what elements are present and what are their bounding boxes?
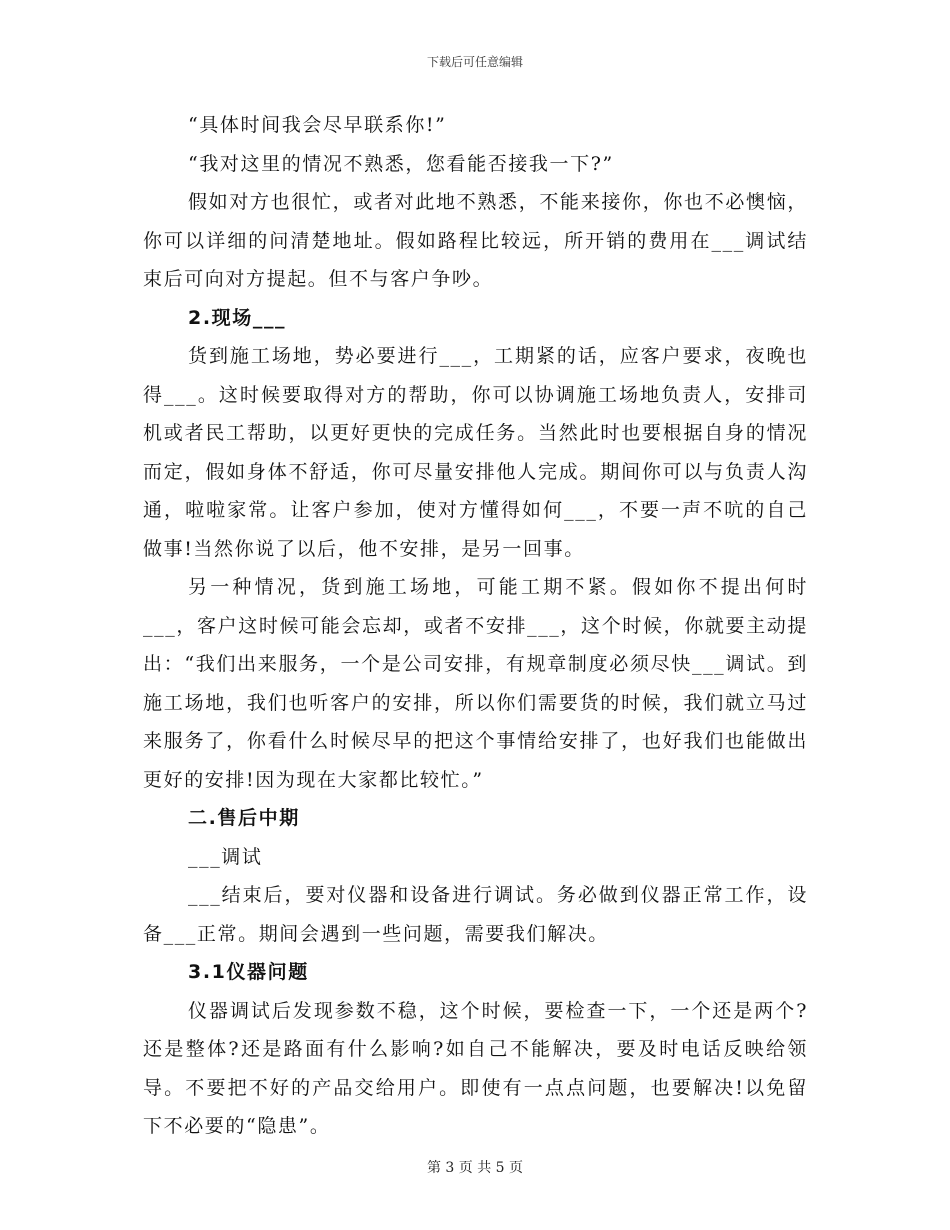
- paragraph: “我对这里的情况不熟悉，您看能否接我一下?”: [188, 152, 614, 175]
- paragraph: 货到施工场地，势必要进行___，工期紧的话，应客户要求，夜晚也得___。这时候要取得对方的帮助，你可以协调施工场地负责人，安排司机或者民工帮助，以更好更快的完成任务。当然此时也要根据自身的情况而定，假如身体不舒适，你可尽量安排他人完成。期间你可以与负责人沟通，啦啦家常。让客户参加，使对方懂得如何___，不要一声不吭的自己做事!当然你说了以后，他不安排，是另一回事。: [143, 345, 808, 560]
- page-header-note: 下载后可任意编辑: [426, 55, 523, 69]
- paragraph: ___调试: [188, 845, 263, 868]
- paragraph: 另一种情况，货到施工场地，可能工期不紧。假如你不提出何时___，客户这时候可能会忘却，或者不安排___，这个时候，你就要主动提出：“我们出来服务，一个是公司安排，有规章制度必须尽快___调试。到施工场地，我们也听客户的安排，所以你们需要货的时候，我们就立马过来服务了，你看什么时候尽早的把这个事情给安排了，也好我们也能做出更好的安排!因为现在大家都比较忙。”: [143, 576, 808, 791]
- section-heading: 2.现场___: [188, 306, 287, 329]
- document-body: [143, 106, 808, 1146]
- page-number-footer: 第 3 页 共 5 页: [426, 1160, 524, 1176]
- paragraph: 仪器调试后发现参数不稳，这个时候，要检查一下，一个还是两个?还是整体?还是路面有什么影响?如自己不能解决，要及时电话反映给领导。不要把不好的产品交给用户。即使有一点点问题，也要解决!以免留下不必要的“隐患”。: [143, 999, 808, 1137]
- section-heading: 3.1仪器问题: [188, 961, 309, 983]
- paragraph: 假如对方也很忙，或者对此地不熟悉，不能来接你，你也不必懊恼，你可以详细的问清楚地址。假如路程比较远，所开销的费用在___调试结束后可向对方提起。但不与客户争吵。: [143, 191, 808, 290]
- section-heading: 二.售后中期: [188, 807, 300, 829]
- paragraph: ___结束后，要对仪器和设备进行调试。务必做到仪器正常工作，设备___正常。期间会遇到一些问题，需要我们解决。: [143, 884, 808, 945]
- paragraph: “具体时间我会尽早联系你!”: [188, 114, 447, 136]
